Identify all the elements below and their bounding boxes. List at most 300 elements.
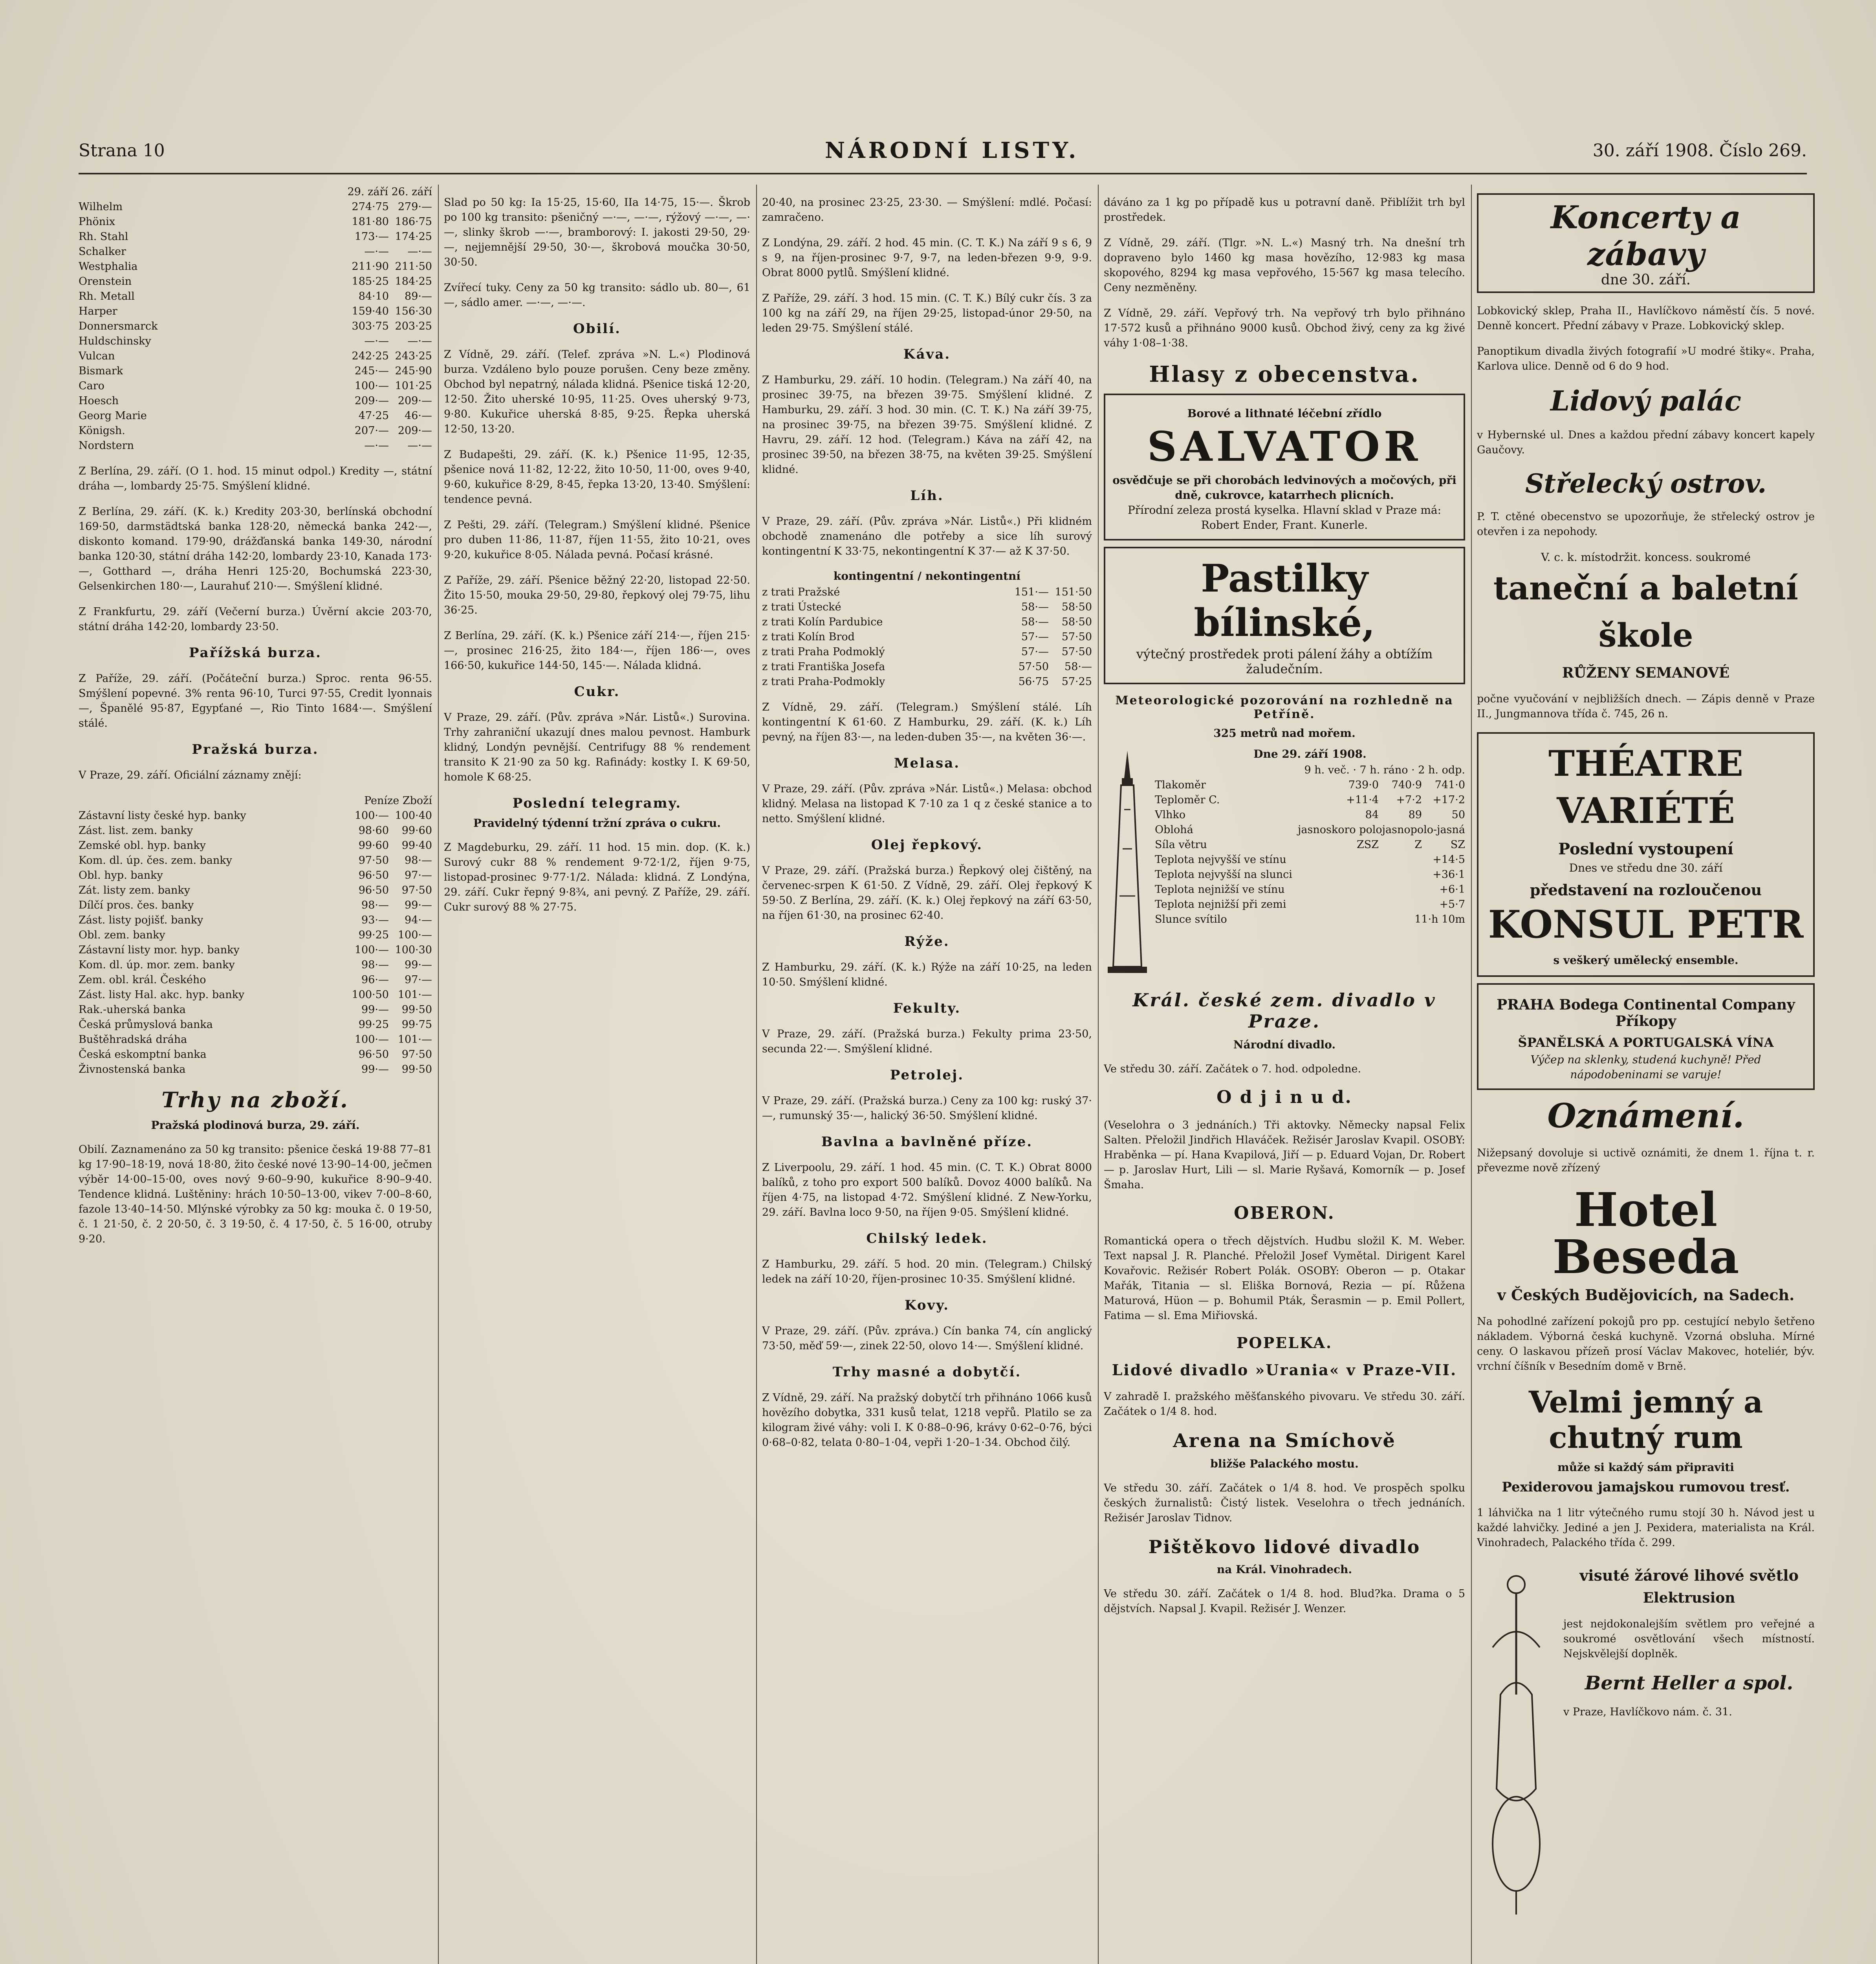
stock-row-value: —·— xyxy=(407,335,432,347)
dance-school-ad xyxy=(1477,550,1815,722)
bond-row xyxy=(79,1002,432,1017)
stock-row-value: 184·25 xyxy=(395,275,432,288)
bond-row-values xyxy=(346,928,432,943)
bond-row-value: 98·— xyxy=(361,959,389,971)
bond-row-value: 100·— xyxy=(354,944,389,956)
stock-row-values xyxy=(346,379,432,394)
ad-text: v Hybernské ul. Dnes a každou přední zábavy koncert kapely Gaučovy. xyxy=(1477,429,1815,456)
column-commodities xyxy=(444,185,750,1964)
stock-row-values xyxy=(346,200,432,214)
bond-row-value: 99·25 xyxy=(358,929,389,941)
meteo-row-value: +7·2 xyxy=(1396,794,1422,806)
stock-row xyxy=(79,214,432,229)
spirit-row-label: z trati Praha-Podmokly xyxy=(762,676,885,688)
bond-row-value: 99·— xyxy=(361,1063,389,1075)
stock-row-value: 185·25 xyxy=(352,275,389,288)
bond-row-label: Zást. list. zem. banky xyxy=(79,824,193,837)
bond-row-label: Zástavní listy české hyp. banky xyxy=(79,810,246,822)
stock-row-value: 159·40 xyxy=(352,305,389,317)
column-divider xyxy=(1098,185,1099,1964)
konsul-sub: s veškerý umělecký ensemble. xyxy=(1553,954,1739,967)
column-divider xyxy=(438,185,439,1964)
section-heading: Petrolej. xyxy=(890,1067,964,1083)
concerts-banner xyxy=(1477,193,1815,293)
dance-text: počne vyučování v nejbližších dnech. — Zápis denně v Praze II., Jungmannova třída č. 745, 26 n. xyxy=(1477,693,1815,720)
stock-row-values xyxy=(346,229,432,244)
meteo-row xyxy=(1155,808,1465,823)
meteo-row-value: 50 xyxy=(1451,809,1465,821)
spirit-row-value: 58·— xyxy=(1021,601,1049,613)
goods-report: Obilí. Zaznamenáno za 50 kg transito: pšenice česká 19·88 77–81 kg 17·90–18·19, nová 18·80, žito české nové 13·90–14·00, ječmen výběr 14·00–15·00, oves nový 9·60–9·90, kukuřice 8·90–9·40. Tendence klidná. Luštěniny: hrách 10·50–13·00, vikev 7·00–8·60, fazole 13·40–14·50. Mlýnské výrobky za 50 kg: mouka č. 0 19·50, č. 1 21·50, č. 2 20·50, č. 3 19·50, č. 4 17·50, č. 5 16·00, otruby 9·20. xyxy=(79,1143,432,1245)
article-text: Z Hamburku, 29. září. 10 hodin. (Telegram.) Na září 40, na prosinec 39·75, na březen 39·75. Smýšlení klidné. Z Hamburku, 29. září. 3 hod. 30 min. (C. T. K.) Na září 39·75, na prosinec 39·75, na březen 39·75. Smýšlení klidné. Z Havru, 29. září. 12 hod. (Telegram.) Káva na září 42, na prosinec 39·50, na březen 38·75, na květen 39·25. Smýšlení klidné. xyxy=(762,374,1092,476)
stock-row-value: 242·25 xyxy=(352,350,389,362)
bond-row xyxy=(79,1017,432,1032)
lamp-sub: Elektrusion xyxy=(1643,1590,1735,1606)
bond-row-value: 101·— xyxy=(398,989,432,1001)
meteo-row-label: Síla větru xyxy=(1155,839,1207,851)
spirit-row-values xyxy=(1006,600,1092,615)
spirit-row-value: 57·— xyxy=(1021,646,1049,658)
spirit-row-value: 56·75 xyxy=(1018,676,1049,688)
pastilky-ad xyxy=(1104,547,1465,684)
stock-row-value: 303·75 xyxy=(352,320,389,332)
spirit-row-value: 58·— xyxy=(1064,661,1092,673)
masthead: NÁRODNÍ LISTY. xyxy=(825,137,1079,163)
exchange-report: Z Frankfurtu, 29. září (Večerní burza.) Úvěrní akcie 203·70, státní dráha 142·20, lombardy 23·50. xyxy=(79,606,432,633)
bond-row-values xyxy=(346,1047,432,1062)
bond-row xyxy=(79,958,432,973)
meteo-row-value: 741·0 xyxy=(1434,779,1465,791)
meteo-col: 7 h. ráno xyxy=(1359,764,1408,776)
spirit-row xyxy=(762,645,1092,660)
pastilky-brand: Pastilky bílinské, xyxy=(1194,556,1375,645)
meteo-extra-row-label: Slunce svítilo xyxy=(1155,913,1227,925)
stock-row-value: 181·80 xyxy=(352,216,389,228)
bond-row-values xyxy=(346,823,432,838)
article-text: Z Vídně, 29. září. (Telegram.) Smýšlení stálé. Líh kontingentní K 61·60. Z Hamburku, 29. září. (K. k.) Líh pevný, na říjen 83·—, na leden-duben 35·—, na květen 36·—. xyxy=(762,701,1092,743)
spirit-row-value: 57·50 xyxy=(1061,646,1092,658)
section-heading: Káva. xyxy=(903,346,951,362)
meteo-row-value: Z xyxy=(1414,839,1422,851)
article-text: 20·40, na prosinec 23·25, 23·30. — Smýšlení: mdlé. Počasí: zamračeno. xyxy=(762,196,1092,224)
theatre-heading: Král. české zem. divadlo v Praze. xyxy=(1132,989,1436,1032)
meteo-col: 9 h. več. xyxy=(1304,764,1350,776)
bond-row-values xyxy=(346,913,432,928)
stock-row-label: Georg Marie xyxy=(79,410,147,422)
stock-row-value: —·— xyxy=(364,335,389,347)
section-heading: Kovy. xyxy=(905,1297,949,1313)
spirit-table-title: kontingentní / nekontingentní xyxy=(834,570,1020,583)
spirit-row-value: 57·— xyxy=(1021,631,1049,643)
stock-row-label: Westphalia xyxy=(79,260,138,273)
stock-row-values xyxy=(346,438,432,453)
stock-row-value: 209·— xyxy=(354,395,389,407)
bodega-title: PRAHA Bodega Continental Company Příkopy xyxy=(1497,997,1795,1030)
stock-row xyxy=(79,334,432,349)
variete-text2: představení na rozloučenou xyxy=(1530,881,1762,899)
stock-row xyxy=(79,438,432,453)
hotel-sub: v Českých Budějovicích, na Sadech. xyxy=(1497,1286,1795,1304)
stock-row-label: Vulcan xyxy=(79,350,115,362)
meteo-row-value: 740·9 xyxy=(1391,779,1422,791)
spirit-row-value: 58·50 xyxy=(1061,601,1092,613)
bond-row-label: Kom. dl. úp. čes. zem. banky xyxy=(79,854,232,867)
meteo-subheading: 325 metrů nad mořem. xyxy=(1213,727,1356,740)
bond-row-value: 100·— xyxy=(398,929,432,941)
stock-row-values xyxy=(346,319,432,334)
article-text: Z Paříže, 29. září. 3 hod. 15 min. (C. T. K.) Bílý cukr čís. 3 za 100 kg na září 29, na říjen 29·25, listopad-únor 29·50, na leden 29·75. Smýšlení stálé. xyxy=(762,292,1092,334)
bond-row-label: Česká průmyslová banka xyxy=(79,1019,213,1031)
dance-teacher: RŮŽENY SEMANOVÉ xyxy=(1562,665,1730,681)
meteo-row-values xyxy=(1336,793,1465,808)
column-markets xyxy=(762,185,1092,1964)
article-text: Z Pešti, 29. září. (Telegram.) Smýšlení klidné. Pšenice pro duben 11·86, 11·87, říjen 11·55, žito 10·21, oves 9·20, kukuřice 8·05. Nálada pevná. Počasí krásné. xyxy=(444,519,750,561)
section-heading: Cukr. xyxy=(574,684,620,700)
stock-row-values xyxy=(346,244,432,259)
stock-row-value: 279·— xyxy=(398,201,432,213)
stock-row-label: Donnersmarck xyxy=(79,320,158,332)
stock-row-value: 209·— xyxy=(398,395,432,407)
salvator-ad xyxy=(1104,394,1465,540)
meteo-extra-row xyxy=(1155,897,1465,912)
stock-row-label: Nordstern xyxy=(79,440,134,452)
spirit-row xyxy=(762,674,1092,689)
header-rule xyxy=(79,173,1807,174)
meteo-extra-row-values xyxy=(1422,867,1465,882)
bond-row-value: 97·— xyxy=(405,869,432,881)
bond-row-value: 99·60 xyxy=(358,839,389,852)
meteo-extra-row xyxy=(1155,852,1465,867)
variete-last: Poslední vystoupení xyxy=(1558,840,1733,858)
stock-row-value: 203·25 xyxy=(395,320,432,332)
spirit-row xyxy=(762,630,1092,645)
bernt-text: v Praze, Havlíčkovo nám. č. 31. xyxy=(1563,1706,1732,1718)
stock-row-value: —·— xyxy=(407,440,432,452)
issue-date: 30. září 1908. Číslo 269. xyxy=(1592,141,1807,161)
bond-row-value: 99·60 xyxy=(401,824,432,837)
article-text: Z Hamburku, 29. září. 5 hod. 20 min. (Telegram.) Chilský ledek na září 10·20, říjen-prosinec 10·35. Smýšlení klidné. xyxy=(762,1258,1092,1285)
meteo-extra-row-label: Teplota nejvyšší na slunci xyxy=(1155,868,1292,881)
bond-row xyxy=(79,973,432,987)
meteo-row-value: skoro polojasno xyxy=(1326,824,1411,836)
bond-row-values xyxy=(346,883,432,898)
stock-row-label: Rh. Metall xyxy=(79,290,135,302)
pistek-text: Ve středu 30. září. Začátek o 1/4 8. hod. Blud?ka. Drama o 5 dějstvích. Napsal J. Kvapil. Režisér J. Wenzer. xyxy=(1104,1588,1465,1615)
meteo-extra-row-values xyxy=(1414,912,1465,927)
ad-text: Lobkovický sklep, Praha II., Havlíčkovo náměstí čís. 5 nové. Denně koncert. Přední zábavy v Praze. Lobkovický sklep. xyxy=(1477,305,1815,332)
pistek-sub: na Král. Vinohradech. xyxy=(1216,1563,1352,1576)
stock-col-headers xyxy=(79,185,432,200)
meteo-extra-row-values xyxy=(1422,852,1465,867)
bond-row-label: Zát. listy zem. banky xyxy=(79,884,191,896)
bond-row-value: 97·50 xyxy=(358,854,389,867)
meteo-extra-row-label: Teplota nejnižší při zemi xyxy=(1155,898,1286,911)
stock-row-value: 100·— xyxy=(354,380,389,392)
bond-row-value: 100·— xyxy=(354,1033,389,1046)
dance-text: V. c. k. místodržit. koncess. soukromé xyxy=(1541,551,1751,564)
spirit-row-value: 151·50 xyxy=(1055,586,1092,598)
people-theatre-text: V zahradě I. pražského měšťanského pivovaru. Ve středu 30. září. Začátek o 1/4 8. hod. xyxy=(1104,1391,1465,1418)
article-text: V Praze, 29. září. (Pův. zpráva »Nár. Listů«.) Při klidném obchodě znamenáno dle potřeby a sice líh surový kontingentní K 33·75, nekontingentní K 37·— až K 37·50. xyxy=(762,515,1092,557)
bond-row-values xyxy=(346,987,432,1002)
bond-row xyxy=(79,1032,432,1047)
section-heading: Melasa. xyxy=(894,755,960,771)
stock-row-value: 245·— xyxy=(354,365,389,377)
meteo-row-values xyxy=(1283,823,1465,837)
section-subheading: Pravidelný týdenní tržní zpráva o cukru. xyxy=(473,817,721,830)
dance-school-title: taneční a baletní škole xyxy=(1493,570,1799,654)
bond-row-value: 99·75 xyxy=(401,1019,432,1031)
stock-row-value: 207·— xyxy=(354,425,389,437)
bond-row-value: 99·40 xyxy=(401,839,432,852)
stock-row-values xyxy=(346,334,432,349)
rum-title: Velmi jemný a chutný rum xyxy=(1528,1385,1763,1455)
opera-title: OBERON. xyxy=(1234,1203,1335,1223)
section-heading: Chilský ledek. xyxy=(866,1231,988,1246)
stock-row xyxy=(79,364,432,379)
spirit-row-values xyxy=(1006,615,1092,630)
article-text: Z Vídně, 29. září. Na pražský dobytčí trh přihnáno 1066 kusů hovězího dobytka, 331 kusů telat, 1218 vepřů. Platilo se za kilogram živé váhy: voli I. K 0·88–0·96, krávy 0·62–0·76, býci 0·68–0·82, telata 0·80–1·04, vepři 1·20–1·34. Obchod čilý. xyxy=(762,1392,1092,1449)
column-stock-exchange xyxy=(79,185,432,1964)
spirit-row-values xyxy=(1006,645,1092,660)
col-header: 29. září xyxy=(347,186,388,198)
bond-row-label: Česká eskomptní banka xyxy=(79,1048,207,1061)
stock-row-label: Phönix xyxy=(79,216,115,228)
spirit-row-values xyxy=(1006,674,1092,689)
col-header: 26. září xyxy=(391,186,432,198)
hotel-text: Na pohodlné zařízení pokojů pro pp. cestující nebylo šetřeno nákladem. Výborná česká kuchyně. Vzorná obsluha. Mírné ceny. O laskavou přízeň prosí Václav Makovec, hoteliér, býv. vrchní číšník v Besedním domě v Brně. xyxy=(1477,1315,1815,1372)
opera-text: Romantická opera o třech dějstvích. Hudbu složil K. M. Weber. Text napsal J. R. Planché. Přeložil Josef Vymětal. Dirigent Karel Kovařovic. Režisér Robert Polák. OSOBY: Oberon — p. Otakar Mařák, Titania — sl. Eliška Bornová, Rezia — pí. Růžena Maturová, Hüon — p. Bohumil Pták, Šerasmin — p. Emil Pollert, Fatima — sl. Ema Miřiovská. xyxy=(1104,1235,1465,1322)
meteo-row xyxy=(1155,837,1465,852)
section-heading: Olej řepkový. xyxy=(871,837,983,853)
stock-row-value: 156·30 xyxy=(395,305,432,317)
salvator-text: osvědčuje se při chorobách ledvinových a močových, při dně, cukrovce, katarrhech plicních. xyxy=(1112,474,1456,502)
hotel-title: Hotel Beseda xyxy=(1552,1182,1739,1284)
meteo-extra-row-value: +5·7 xyxy=(1439,898,1465,911)
meteo-row-label: Tlakoměr xyxy=(1155,779,1206,791)
stock-row-values xyxy=(346,423,432,438)
bond-row-value: 100·50 xyxy=(352,989,389,1001)
people-theatre-title: Lidové divadlo »Urania« v Praze-VII. xyxy=(1112,1361,1457,1379)
article-text: Zvířecí tuky. Ceny za 50 kg transito: sádlo ub. 80—, 61—, sádlo amer. —·—, —·—. xyxy=(444,282,750,309)
meteo-row-value: jasno xyxy=(1298,824,1326,836)
stock-row-values xyxy=(346,364,432,379)
section-heading: Trhy masné a dobytčí. xyxy=(832,1364,1022,1380)
bond-row-label: Zást. listy pojišť. banky xyxy=(79,914,203,926)
stock-row-value: 89·— xyxy=(405,290,432,302)
bond-row-value: 96·50 xyxy=(358,1048,389,1061)
spirit-row-value: 57·50 xyxy=(1018,661,1049,673)
bond-row-label: Zástavní listy mor. hyp. banky xyxy=(79,944,240,956)
bond-row-value: 100·— xyxy=(354,810,389,822)
stock-row-values xyxy=(346,259,432,274)
bond-row-value: 94·— xyxy=(405,914,432,926)
bond-row xyxy=(79,1062,432,1077)
meteo-row xyxy=(1155,793,1465,808)
stock-row xyxy=(79,409,432,423)
stock-row xyxy=(79,200,432,214)
spirit-row-label: z trati Praha Podmoklý xyxy=(762,646,885,658)
bond-row xyxy=(79,853,432,868)
page-header xyxy=(79,137,1807,165)
stock-row-value: 245·90 xyxy=(395,365,432,377)
meteo-extra-row-label: Teplota nejnižší ve stínu xyxy=(1155,883,1285,896)
meteo-col: 2 h. odp. xyxy=(1418,764,1465,776)
variete-title: THÉATRE VARIÉTÉ xyxy=(1548,743,1743,832)
article-text: V Praze, 29. září. (Pův. zpráva »Nár. Listů«.) Melasa: obchod klidný. Melasa na listopad K 7·10 za 1 q z české stanice a to netto. Smýšlení klidné. xyxy=(762,783,1092,825)
stock-row xyxy=(79,289,432,304)
bond-row-values xyxy=(346,973,432,987)
bond-row-label: Buštěhradská dráha xyxy=(79,1033,187,1046)
stock-row-value: 174·25 xyxy=(395,231,432,243)
bodega-text2: Výčep na sklenky, studená kuchyně! Před nápodobeninami se varuje! xyxy=(1530,1053,1761,1081)
bond-table-headers xyxy=(79,793,432,808)
bond-row xyxy=(79,943,432,958)
bond-row-values xyxy=(346,1002,432,1017)
stock-row xyxy=(79,304,432,319)
article-text: Z Vídně, 29. září. Vepřový trh. Na vepřový trh bylo přihnáno 17·572 kusů a přihnáno 9000 kusů. Obchod živý, ceny za kg živé váhy 1·08–1·38. xyxy=(1104,307,1465,349)
article-text: Slad po 50 kg: Ia 15·25, 15·60, IIa 14·75, 15·—. Škrob po 100 kg transito: pšeničný —·—, —·—, rýžový —·—, —·—, slinky škrob —·—, bramborový: I. jakosti 29·50, 29·—, nejjemnější 29·50, 30·—, škrobová moučka 30·50, 30·50. xyxy=(444,196,750,268)
ad-text: Panoptikum divadla živých fotografií »U modré štiky«. Praha, Karlova ulice. Denně od 6 do 9 hod. xyxy=(1477,345,1815,372)
stock-row-label: Huldschinsky xyxy=(79,335,151,347)
stock-row xyxy=(79,259,432,274)
bond-row-value: 100·40 xyxy=(395,810,432,822)
bond-row-values xyxy=(346,1032,432,1047)
stock-row-value: —·— xyxy=(364,440,389,452)
spirit-row-value: 57·50 xyxy=(1061,631,1092,643)
spirit-row-label: z trati Kolín Brod xyxy=(762,631,855,643)
stock-row xyxy=(79,349,432,364)
ballet-title: POPELKA. xyxy=(1236,1334,1333,1352)
arena-title: Arena na Smíchově xyxy=(1173,1430,1396,1452)
bond-row-label: Obl. hyp. banky xyxy=(79,869,163,881)
bond-row xyxy=(79,808,432,823)
konsul-petr: KONSUL PETR xyxy=(1488,902,1804,947)
bond-row xyxy=(79,838,432,853)
spirit-row-value: 57·25 xyxy=(1061,676,1092,688)
stock-row-values xyxy=(346,289,432,304)
stock-row-label: Wilhelm xyxy=(79,201,123,213)
article-text: V Praze, 29. září. (Pův. zpráva.) Cín banka 74, cín anglický 73·50, měď 59·—, zinek 22·50, olovo 14·—. Smýšlení klidné. xyxy=(762,1325,1092,1352)
stock-row xyxy=(79,319,432,334)
table-header: Peníze xyxy=(364,795,399,807)
meteo-extra-row-value: +36·1 xyxy=(1433,868,1465,881)
meteo-row-values xyxy=(1336,778,1465,793)
meteo-row-values xyxy=(1336,808,1465,823)
bond-row-values xyxy=(346,853,432,868)
stock-row-value: 274·75 xyxy=(352,201,389,213)
spirit-row-label: z trati Kolín Pardubice xyxy=(762,616,883,628)
spirit-row xyxy=(762,615,1092,630)
bond-row-label: Zást. listy Hal. akc. hyp. banky xyxy=(79,989,245,1001)
prague-intro: V Praze, 29. září. Oficiální záznamy znějí: xyxy=(79,769,302,781)
bond-row-label: Zemské obl. hyp. banky xyxy=(79,839,206,852)
meteo-row-value: SZ xyxy=(1450,839,1465,851)
play-text: (Veselohra o 3 jednáních.) Tři aktovky. Německy napsal Felix Salten. Přeložil Jindřich Hlaváček. Režisér Jaroslav Kvapil. OSOBY: Hraběnka — pí. Hana Kvapilová, Jiří — p. Eduard Vojan, Dr. Robert — p. Jaroslav Hurt, Lili — sl. Marie Ryšavá, Komorník — p. Josef Šmaha. xyxy=(1104,1119,1465,1191)
section-heading: Meteorologické pozorování na rozhledně na Petříně. xyxy=(1115,694,1454,721)
stock-row xyxy=(79,244,432,259)
notice-text: Nižepsaný dovoluje si uctivě oznámiti, že dnem 1. října t. r. převezme nově zřízený xyxy=(1477,1147,1815,1174)
meteo-row-value: 739·0 xyxy=(1348,779,1379,791)
article-text: Z Londýna, 29. září. 2 hod. 45 min. (C. T. K.) Na září 9 s 6, 9 s 9, na říjen-prosinec 9·7, 9·7, na leden-březen 9·9, 9·9. Obrat 8000 pytlů. Smýšlení klidné. xyxy=(762,237,1092,279)
rum-sub: Pexiderovou jamajskou rumovou tresť. xyxy=(1502,1479,1790,1495)
spirit-row-label: z trati Pražské xyxy=(762,586,840,598)
section-heading: Rýže. xyxy=(904,934,950,949)
stock-row-value: 186·75 xyxy=(395,216,432,228)
column-advertisements xyxy=(1477,185,1815,1964)
table-header: Zboží xyxy=(402,795,432,807)
stock-row-label: Bismark xyxy=(79,365,123,377)
meteo-row-value: ZSZ xyxy=(1356,839,1379,851)
section-heading: Hlasy z obecenstva. xyxy=(1149,361,1420,387)
article-text: V Praze, 29. září. (Pražská burza.) Ceny za 100 kg: ruský 37·—, rumunský 35·—, halický 36·50. Smýšlení klidné. xyxy=(762,1095,1092,1122)
stock-row-value: 209·— xyxy=(398,425,432,437)
bond-row-values xyxy=(346,868,432,883)
stock-row-label: Schalker xyxy=(79,246,126,258)
theatre-subheading: Národní divadlo. xyxy=(1233,1038,1336,1051)
meteo-row-label: Vlhko xyxy=(1155,809,1186,821)
column-divider xyxy=(1471,185,1472,1964)
bond-row-value: 99·— xyxy=(361,1004,389,1016)
bond-row-value: 98·— xyxy=(405,854,432,867)
bond-row-value: 99·25 xyxy=(358,1019,389,1031)
exchange-report: Z Berlína, 29. září. (O 1. hod. 15 minut odpol.) Kredity —, státní dráha —, lombardy 25·75. Smýšlení klidné. xyxy=(79,465,432,492)
stock-row-value: 84·10 xyxy=(358,290,389,302)
meteo-extra-row-values xyxy=(1422,897,1465,912)
meteo-extra-row-values xyxy=(1422,882,1465,897)
bond-row xyxy=(79,898,432,913)
section-heading: Fekulty. xyxy=(893,1000,961,1016)
bond-row-value: 96·50 xyxy=(358,869,389,881)
theatre-date: Ve středu 30. září. Začátek o 7. hod. odpoledne. xyxy=(1104,1063,1361,1075)
meteo-row xyxy=(1155,823,1465,837)
bond-row-value: 93·— xyxy=(361,914,389,926)
stock-row-label: Orenstein xyxy=(79,275,132,288)
pistek-title: Pištěkovo lidové divadlo xyxy=(1148,1536,1421,1557)
notice-title: Oznámení. xyxy=(1547,1096,1744,1135)
play-title: O d j i n u d. xyxy=(1216,1087,1352,1107)
bernt-title: Bernt Heller a spol. xyxy=(1585,1672,1794,1694)
section-heading: Bavlna a bavlněné příze. xyxy=(821,1134,1033,1150)
bond-row-value: 101·— xyxy=(398,1033,432,1046)
meteo-row-value: polo-jasná xyxy=(1410,824,1465,836)
spirit-row-values xyxy=(1006,630,1092,645)
bond-row-value: 99·50 xyxy=(401,1063,432,1075)
stock-row-value: 211·50 xyxy=(395,260,432,273)
spirit-row-values xyxy=(1006,585,1092,600)
meteo-row-values xyxy=(1336,837,1465,852)
meteo-block xyxy=(1104,742,1465,979)
bond-row-values xyxy=(346,808,432,823)
stock-row-values xyxy=(346,409,432,423)
stock-row-value: 173·— xyxy=(354,231,389,243)
variete-text: Dnes ve středu dne 30. září xyxy=(1569,861,1723,874)
stock-row-value: 101·25 xyxy=(395,380,432,392)
bond-row xyxy=(79,928,432,943)
bond-row-values xyxy=(346,958,432,973)
arena-text: Ve středu 30. září. Začátek o 1/4 8. hod. Ve prospěch spolku českých žurnalistů: Čistý listek. Veselohra o třech jednáních. Režisér Jaroslav Tidnov. xyxy=(1104,1482,1465,1524)
article-text: Z Berlína, 29. září. (K. k.) Pšenice září 214·—, říjen 215·—, prosinec 216·25, žito 184·—, říjen 186·—, oves 166·50, kukuřice 144·50, 145·—. Nálada klidná. xyxy=(444,630,750,672)
section-heading: Trhy na zboží. xyxy=(161,1087,349,1112)
bond-row xyxy=(79,1047,432,1062)
stock-row-values xyxy=(346,394,432,409)
bond-row-value: 98·— xyxy=(361,899,389,911)
article-text: Z Magdeburku, 29. září. 11 hod. 15 min. dop. (K. k.) Surový cukr 88 % rendement 9·72·1/2, říjen 9·75, listopad-prosinec 9·77·1/2. Nálada: klidná. Z Londýna, 29. září. Cukr řepný 9·8¾, ani pevný. Z Paříže, 29. září. Cukr surový 88 % 27·75. xyxy=(444,841,750,913)
article-text: V Praze, 29. září. (Pův. zpráva »Nár. Listů«.) Surovina. Trhy zahraniční ukazují dnes malou pevnost. Hamburk klidný, Londýn pevnější. Centrifugy 88 % rendement transito K 21·90 za 50 kg. Rafinády: kostky I. K 69·50, homole K 68·25. xyxy=(444,711,750,783)
meteo-extra-row-value: +6·1 xyxy=(1439,883,1465,896)
rum-text2: 1 láhvička na 1 litr výtečného rumu stojí 30 h. Návod jest u každé lahvičky. Jediné a jen J. Pexidera, materialista na Král. Vinohradech, Palackého třída č. 299. xyxy=(1477,1507,1815,1549)
meteo-row-value: 84 xyxy=(1365,809,1379,821)
